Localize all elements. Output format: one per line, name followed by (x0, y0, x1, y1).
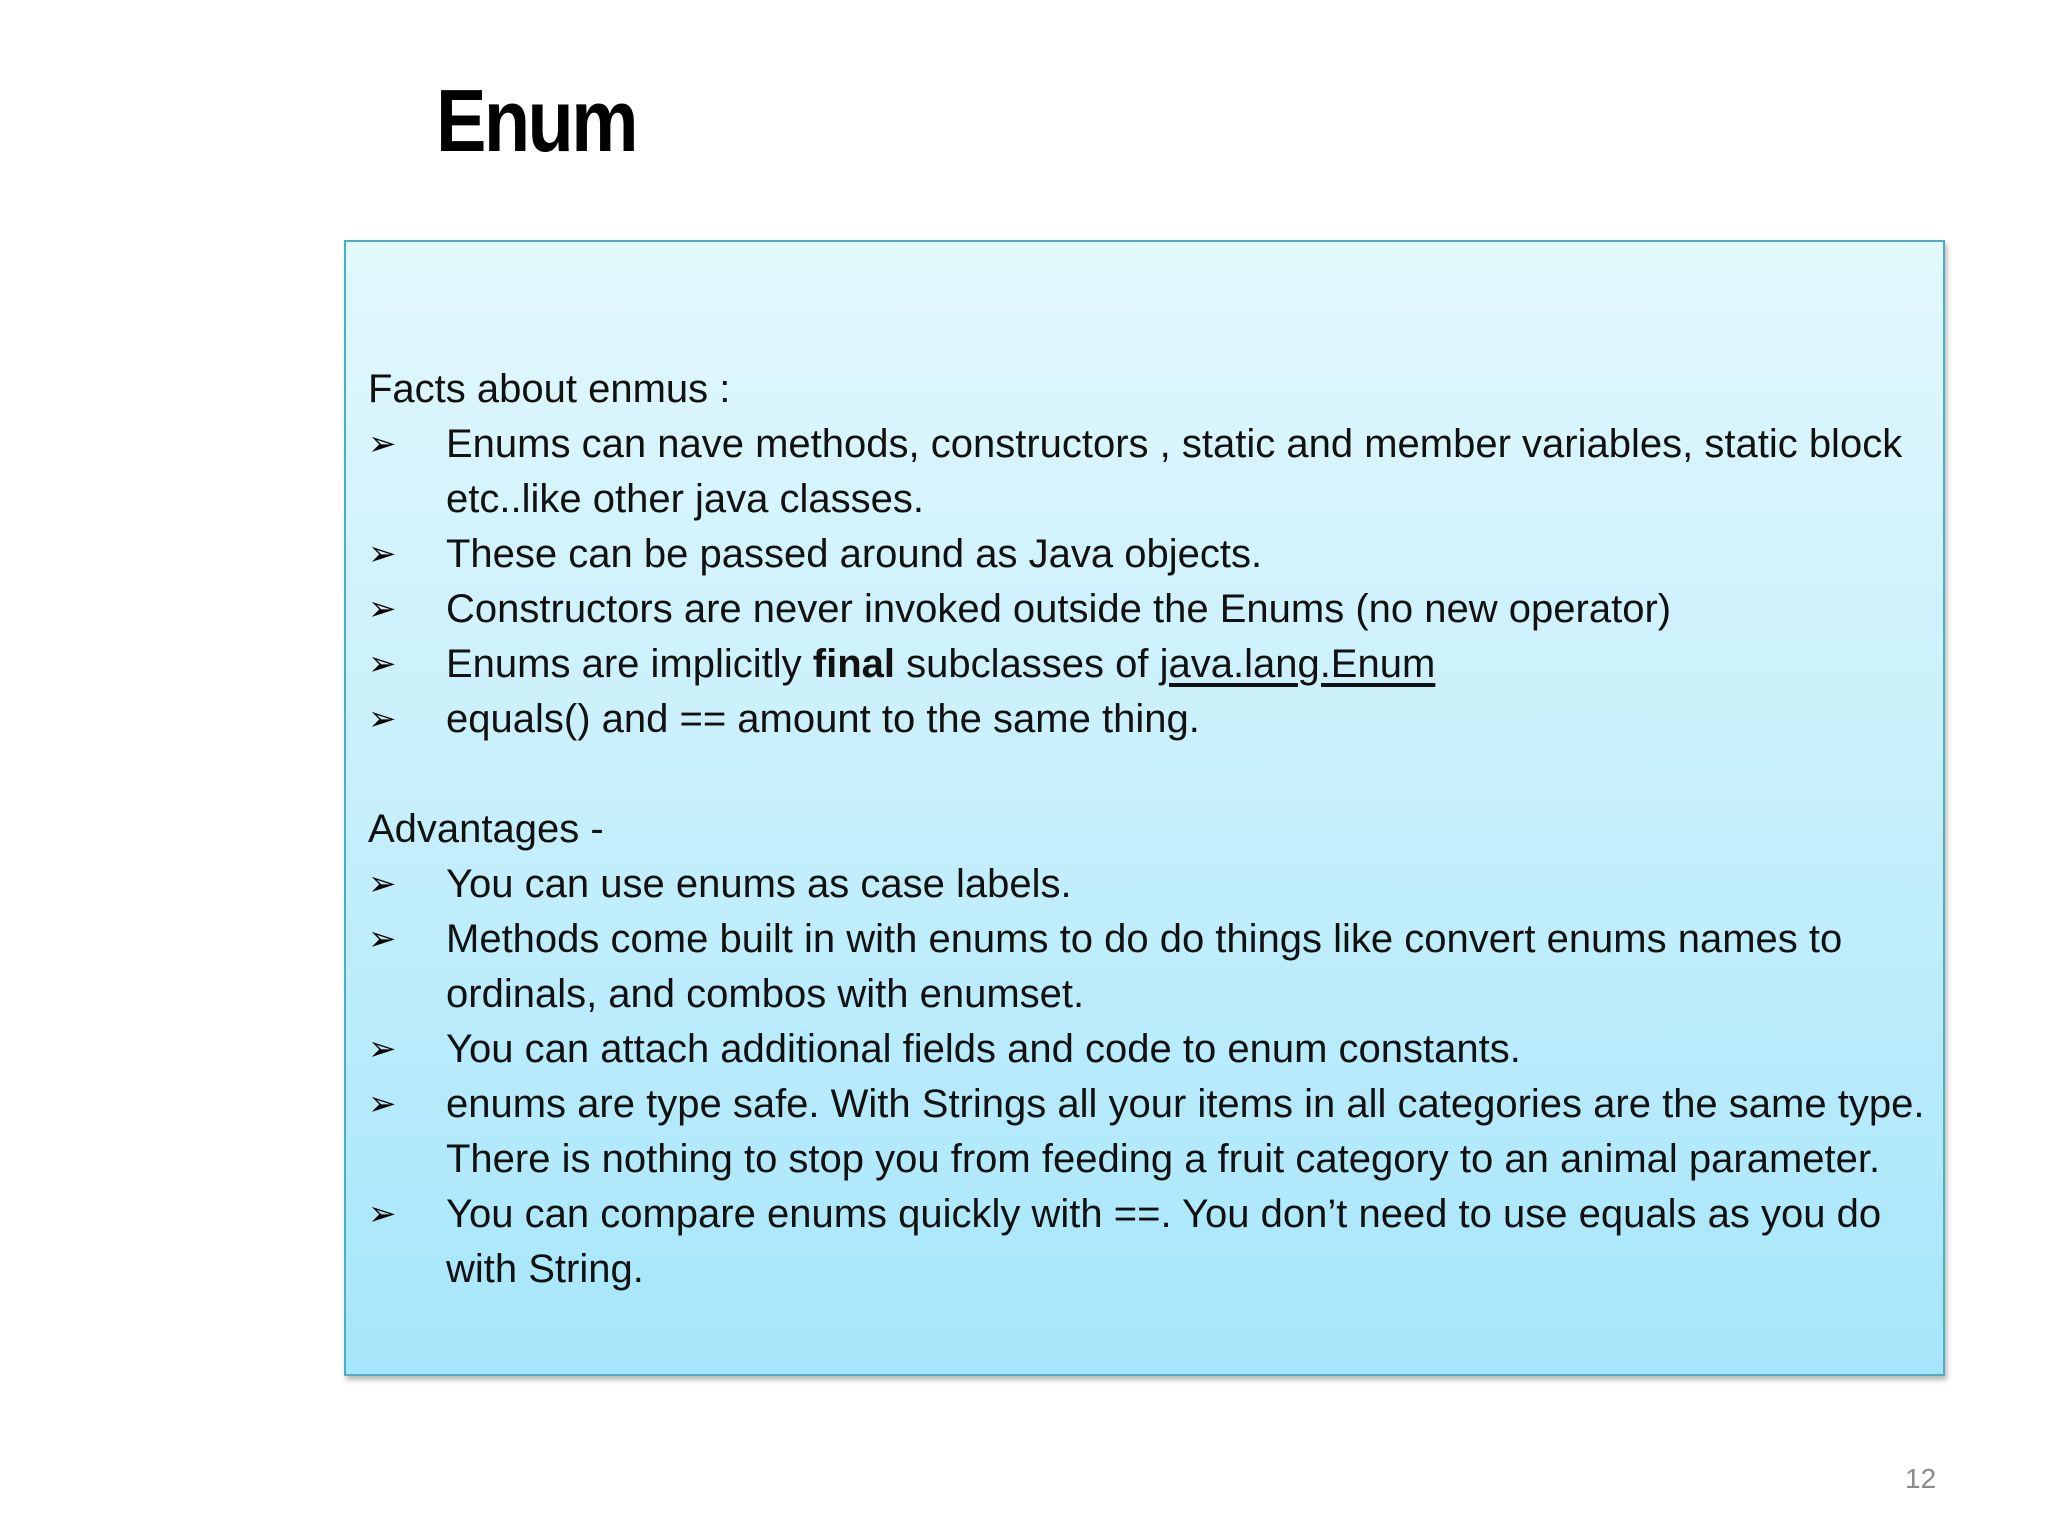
arrow-bullet-icon: ➢ (368, 919, 397, 959)
underlined-class-name: java.lang.Enum (1159, 642, 1436, 686)
arrow-bullet-icon: ➢ (368, 534, 397, 574)
advantages-heading: Advantages - (368, 807, 604, 851)
arrow-bullet-icon: ➢ (368, 699, 397, 739)
list-item-text: You can attach additional fields and code to enum constants. (446, 1027, 1521, 1071)
page-number: 12 (1905, 1463, 1937, 1494)
list-item (368, 1077, 1928, 1187)
list-item (368, 417, 1928, 527)
list-item-text: You can compare enums quickly with ==. You don’t need to use equals as you do with String. (446, 1192, 1882, 1291)
list-item (368, 1187, 1928, 1297)
list-item-text: These can be passed around as Java objects. (446, 532, 1263, 576)
section-spacer (368, 747, 1928, 802)
list-item (368, 582, 1928, 637)
list-item (368, 637, 1928, 692)
list-item (368, 1022, 1928, 1077)
arrow-bullet-icon: ➢ (368, 864, 397, 904)
arrow-bullet-icon: ➢ (368, 589, 397, 629)
list-item-text: You can use enums as case labels. (446, 862, 1072, 906)
advantages-list (368, 857, 1928, 1297)
arrow-bullet-icon: ➢ (368, 1194, 397, 1234)
arrow-bullet-icon: ➢ (368, 1084, 397, 1124)
list-item-text-prefix: Enums are implicitly (446, 642, 813, 686)
arrow-bullet-icon: ➢ (368, 1029, 397, 1069)
slide-title: Enum (436, 71, 636, 170)
list-item (368, 857, 1928, 912)
list-item-text: enums are type safe. With Strings all your items in all categories are the same type. There is nothing to stop you from feeding a fruit category to an animal parameter. (446, 1082, 1925, 1181)
list-item-text: Constructors are never invoked outside the Enums (no new operator) (446, 587, 1672, 631)
list-item-text: Enums can nave methods, constructors , static and member variables, static block etc..like other java classes. (446, 422, 1903, 521)
list-item (368, 527, 1928, 582)
facts-list (368, 417, 1928, 747)
list-item-text-middle: subclasses of (895, 642, 1160, 686)
list-item (368, 692, 1928, 747)
list-item-text: Methods come built in with enums to do do things like convert enums names to ordinals, and combos with enumset. (446, 917, 1843, 1016)
list-item-text (446, 637, 1928, 692)
emphasized-word: final (812, 642, 895, 686)
arrow-bullet-icon: ➢ (368, 644, 397, 684)
content-text (368, 362, 1928, 1297)
list-item (368, 912, 1928, 1022)
content-box (344, 240, 1945, 1376)
facts-heading: Facts about enmus : (368, 367, 731, 411)
list-item-text: equals() and == amount to the same thing. (446, 697, 1200, 741)
arrow-bullet-icon: ➢ (368, 424, 397, 464)
